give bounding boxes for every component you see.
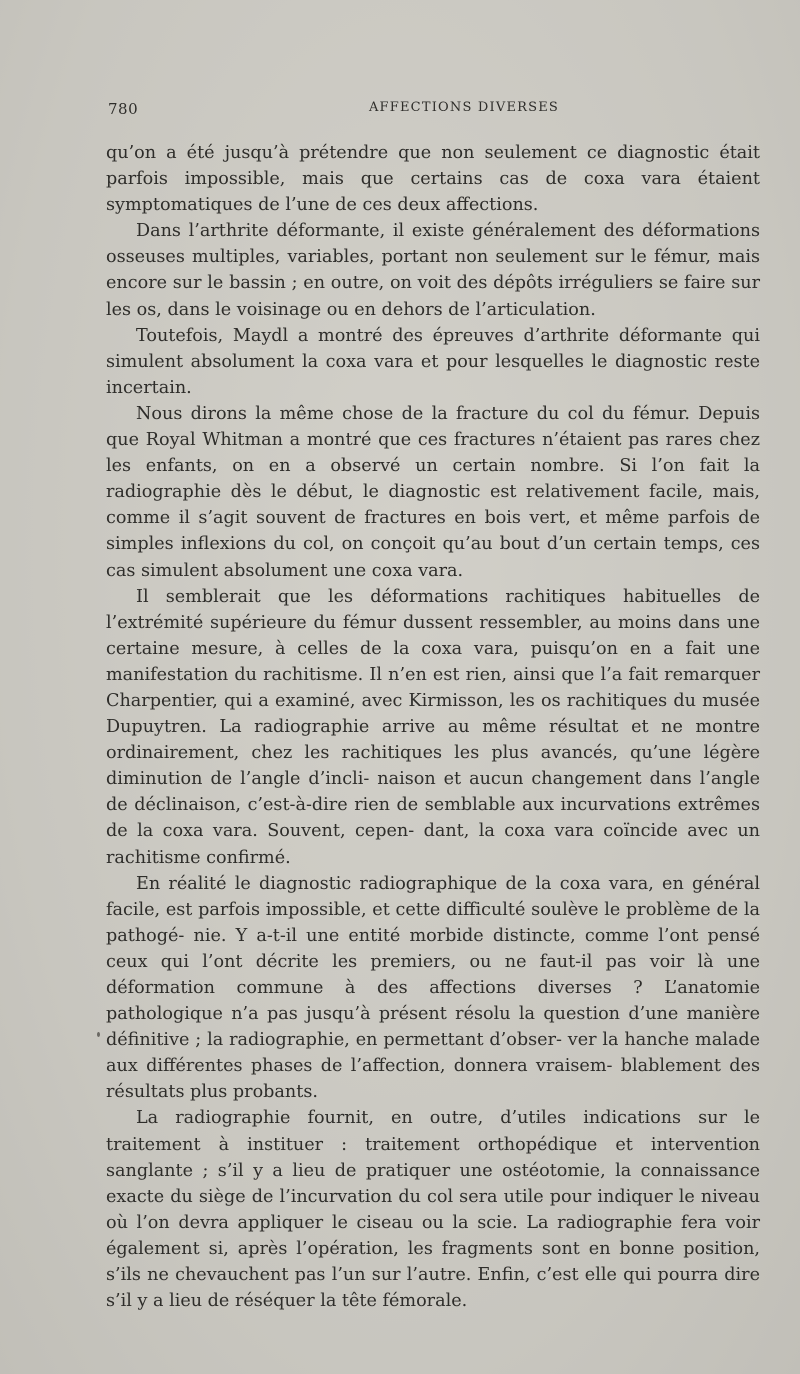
page-number: 780 <box>108 100 139 118</box>
paragraph: Toutefois, Maydl a montré des épreuves d’arthrite déformante qui simulent absolument la coxa vara et pour lesquelles le diagnostic reste incertain. <box>106 325 760 398</box>
paragraph: qu’on a été jusqu’à prétendre que non seulement ce diagnostic était parfois impossible, mais que certains cas de coxa vara étaient symptomatiques de l’une de ces deux affections. <box>106 143 760 216</box>
running-title: AFFECTIONS DIVERSES <box>368 100 560 115</box>
paragraph: Il semblerait que les déformations rachitiques habituelles de l’extrémité supérieure du fémur dussent ressembler, au moins dans une certaine mesure, à celles de la coxa vara, puisqu’on en a fait une manifestation du rachitisme. Il n’en est rien, ainsi que l’a fait remarquer Charpentier, qui a examiné, avec Kirmisson, les os rachitiques du musée Dupuytren. La radiographie arrive au même résultat et ne montre ordinairement, chez les rachitiques les plus avancés, qu’une légère diminution de l’angle d’incli- naison et aucun changement dans l’angle de déclinaison, c’est-à-dire rien de semblable aux incurvations extrêmes de la coxa vara. Souvent, cepen- dant, la coxa vara coïncide avec un rachitisme confirmé. <box>106 586 760 868</box>
paragraph: La radiographie fournit, en outre, d’utiles indications sur le traitement à instituer : traitement orthopédique et intervention sanglante ; s’il y a lieu de pratiquer une ostéotomie, la connaissance exacte du siège de l’incurvation du col sera utile pour indiquer le niveau où l’on devra appliquer le ciseau ou la scie. La radiographie fera voir également si, après l’opération, les fragments sont en bonne position, s’ils ne chevauchent pas l’un sur l’autre. Enfin, c’est elle qui pourra dire s’il y a lieu de réséquer la tête fémorale. <box>106 1108 760 1312</box>
paper-speck <box>97 1032 100 1037</box>
paragraph: Nous dirons la même chose de la fracture du col du fémur. Depuis que Royal Whitman a montré que ces fractures n’étaient pas rares chez les enfants, on en a observé un certain nombre. Si l’on fait la radiographie dès le début, le diagnostic est relativement facile, mais, comme il s’agit souvent de fractures en bois vert, et même parfois de simples inflexions du col, on conçoit qu’au bout d’un certain temps, ces cas simulent absolument une coxa vara. <box>106 403 760 581</box>
page-header <box>108 100 760 124</box>
body-text <box>106 140 760 1314</box>
paragraph: Dans l’arthrite déformante, il existe généralement des déformations osseuses multiples, variables, portant non seulement sur le fémur, mais encore sur le bassin ; en outre, on voit des dépôts irréguliers se faire sur les os, dans le voisinage ou en dehors de l’articulation. <box>106 221 760 320</box>
paragraph: En réalité le diagnostic radiographique de la coxa vara, en général facile, est parfois impossible, et cette difficulté soulève le problème de la pathogé- nie. Y a-t-il une entité morbide distincte, comme l’ont pensé ceux qui l’ont décrite les premiers, ou ne faut-il pas voir là une déformation commune à des affections diverses ? L’anatomie pathologique n’a pas jusqu’à présent résolu la question d’une manière définitive ; la radiographie, en permettant d’obser- ver la hanche malade aux différentes phases de l’affection, donnera vraisem- blablement des résultats plus probants. <box>106 873 760 1103</box>
